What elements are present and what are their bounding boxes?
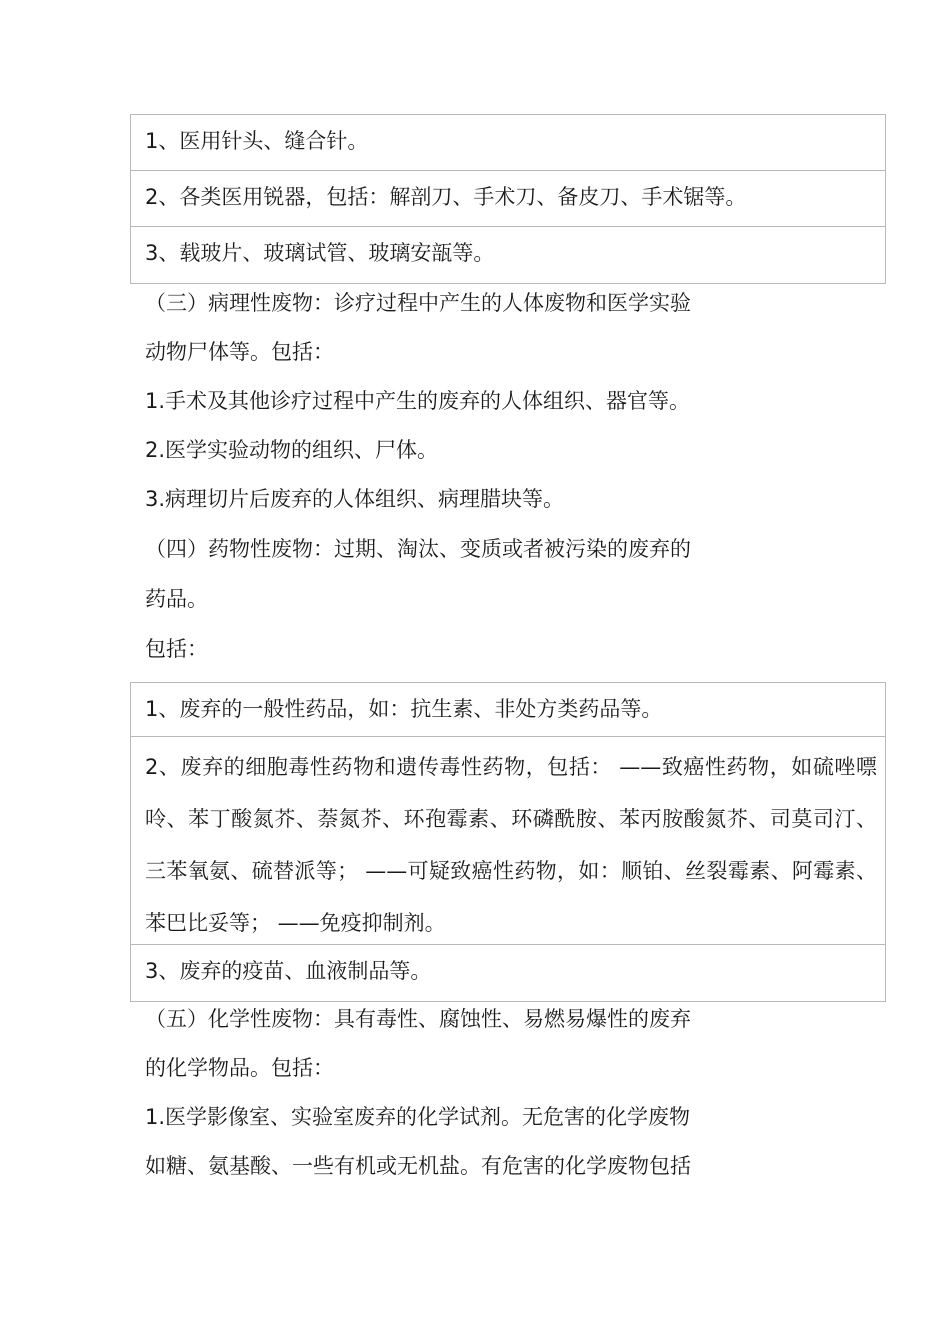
sharps-waste-table — [130, 114, 886, 284]
table-row: 3、废弃的疫苗、血液制品等。 — [145, 959, 432, 983]
pharmaceutical-waste-table — [130, 682, 886, 1002]
table-row: 1、医用针头、缝合针。 — [131, 115, 885, 171]
section5-heading-line1: （五）化学性废物：具有毒性、腐蚀性、易燃易爆性的废弃 — [145, 1007, 691, 1031]
table-row: 2、各类医用锐器，包括：解剖刀、手术刀、备皮刀、手术锯等。 — [131, 171, 885, 227]
section3-item: 1.手术及其他诊疗过程中产生的废弃的人体组织、器官等。 — [145, 389, 691, 413]
section5-item-line2: 如糖、氨基酸、一些有机或无机盐。有危害的化学废物包括 — [145, 1154, 691, 1178]
table-row: 1、废弃的一般性药品，如：抗生素、非处方类药品等。 — [131, 683, 885, 737]
table-row: 2、废弃的细胞毒性药物和遗传毒性药物，包括： ——致癌性药物，如硫唑嘌呤、苯丁酸氮芥、萘氮芥、环孢霉素、环磷酰胺、苯丙胺酸氮芥、司莫司汀、三苯氧氨、硫替派等； ——可疑致癌性药物，如：顺铂、丝裂霉素、阿霉素、苯巴比妥等； ——免疫抑制剂。 — [131, 737, 885, 945]
section4-heading-line2: 药品。 — [145, 587, 208, 611]
section3-item: 2.医学实验动物的组织、尸体。 — [145, 438, 439, 462]
section5-heading-line2: 的化学物品。包括： — [145, 1056, 334, 1080]
section4-heading-line3: 包括： — [145, 637, 208, 661]
section4-heading-line1: （四）药物性废物：过期、淘汰、变质或者被污染的废弃的 — [145, 537, 691, 561]
table-row: 3、载玻片、玻璃试管、玻璃安瓿等。 — [145, 241, 495, 265]
section3-item: 3.病理切片后废弃的人体组织、病理腊块等。 — [145, 487, 565, 511]
section5-item-line1: 1.医学影像室、实验室废弃的化学试剂。无危害的化学废物 — [145, 1105, 691, 1129]
section3-heading-line2: 动物尸体等。包括： — [145, 340, 334, 364]
section3-heading-line1: （三）病理性废物：诊疗过程中产生的人体废物和医学实验 — [145, 291, 691, 315]
